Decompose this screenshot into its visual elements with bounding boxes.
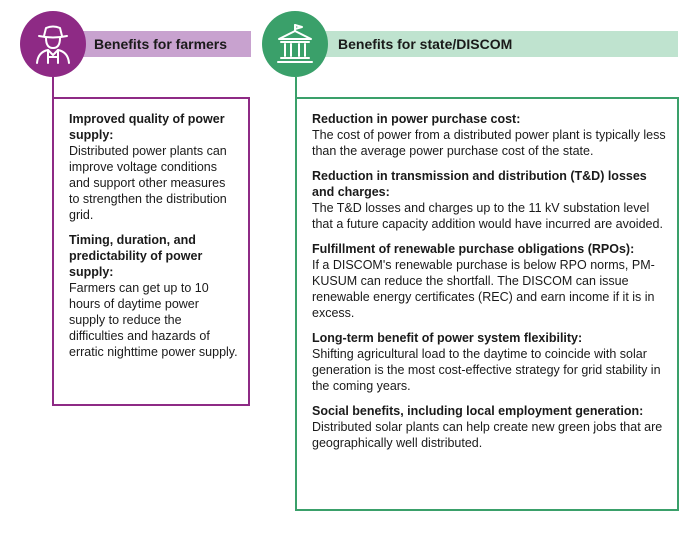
state-item xyxy=(312,111,667,159)
state-item-text: The cost of power from a distributed power plant is typically less than the average power purchase cost of the state. xyxy=(312,128,666,158)
state-card xyxy=(295,97,679,511)
farmers-item-title: Improved quality of power supply: xyxy=(69,112,225,142)
state-item-text: The T&D losses and charges up to the 11 kV substation level that a future capacity addition would have incurred are avoided. xyxy=(312,201,663,231)
farmers-item-text: Farmers can get up to 10 hours of daytime power supply to reduce the difficulties and hazards of erratic nighttime power supply. xyxy=(69,281,238,359)
farmers-header-title: Benefits for farmers xyxy=(94,36,228,52)
state-item-text: If a DISCOM's renewable purchase is below RPO norms, PM-KUSUM can reduce the shortfall. The DISCOM can issue renewable energy certificates (REC) and earn income if it is in excess. xyxy=(312,258,655,320)
state-item-title: Long-term benefit of power system flexibility: xyxy=(312,331,583,345)
state-item-title: Fulfillment of renewable purchase obligations (RPOs): xyxy=(312,242,635,256)
state-item-title: Reduction in power purchase cost: xyxy=(312,112,521,126)
farmers-item xyxy=(69,111,238,223)
farmers-connector xyxy=(52,77,54,99)
state-item xyxy=(312,330,667,394)
government-building-icon xyxy=(275,23,315,65)
state-item-title: Reduction in transmission and distribution (T&D) losses and charges: xyxy=(312,169,647,199)
state-item xyxy=(312,241,667,321)
state-connector xyxy=(295,77,297,99)
farmer-icon xyxy=(33,23,73,65)
state-item-text: Shifting agricultural load to the daytime to coincide with solar generation is the most cost-effective strategy for grid stability in the coming years. xyxy=(312,347,661,393)
farmers-card xyxy=(52,97,250,406)
farmers-item-text: Distributed power plants can improve voltage conditions and support other measures to strengthen the distribution grid. xyxy=(69,144,227,222)
state-header-title: Benefits for state/DISCOM xyxy=(338,36,513,52)
farmers-item-title: Timing, duration, and predictability of power supply: xyxy=(69,233,203,279)
state-item-title: Social benefits, including local employment generation: xyxy=(312,404,644,418)
farmers-item xyxy=(69,232,238,360)
state-header-bar xyxy=(300,31,678,57)
state-item xyxy=(312,403,667,451)
state-item xyxy=(312,168,667,232)
state-icon-circle xyxy=(262,11,328,77)
state-item-text: Distributed solar plants can help create new green jobs that are geographically well distributed. xyxy=(312,420,663,450)
farmers-icon-circle xyxy=(20,11,86,77)
